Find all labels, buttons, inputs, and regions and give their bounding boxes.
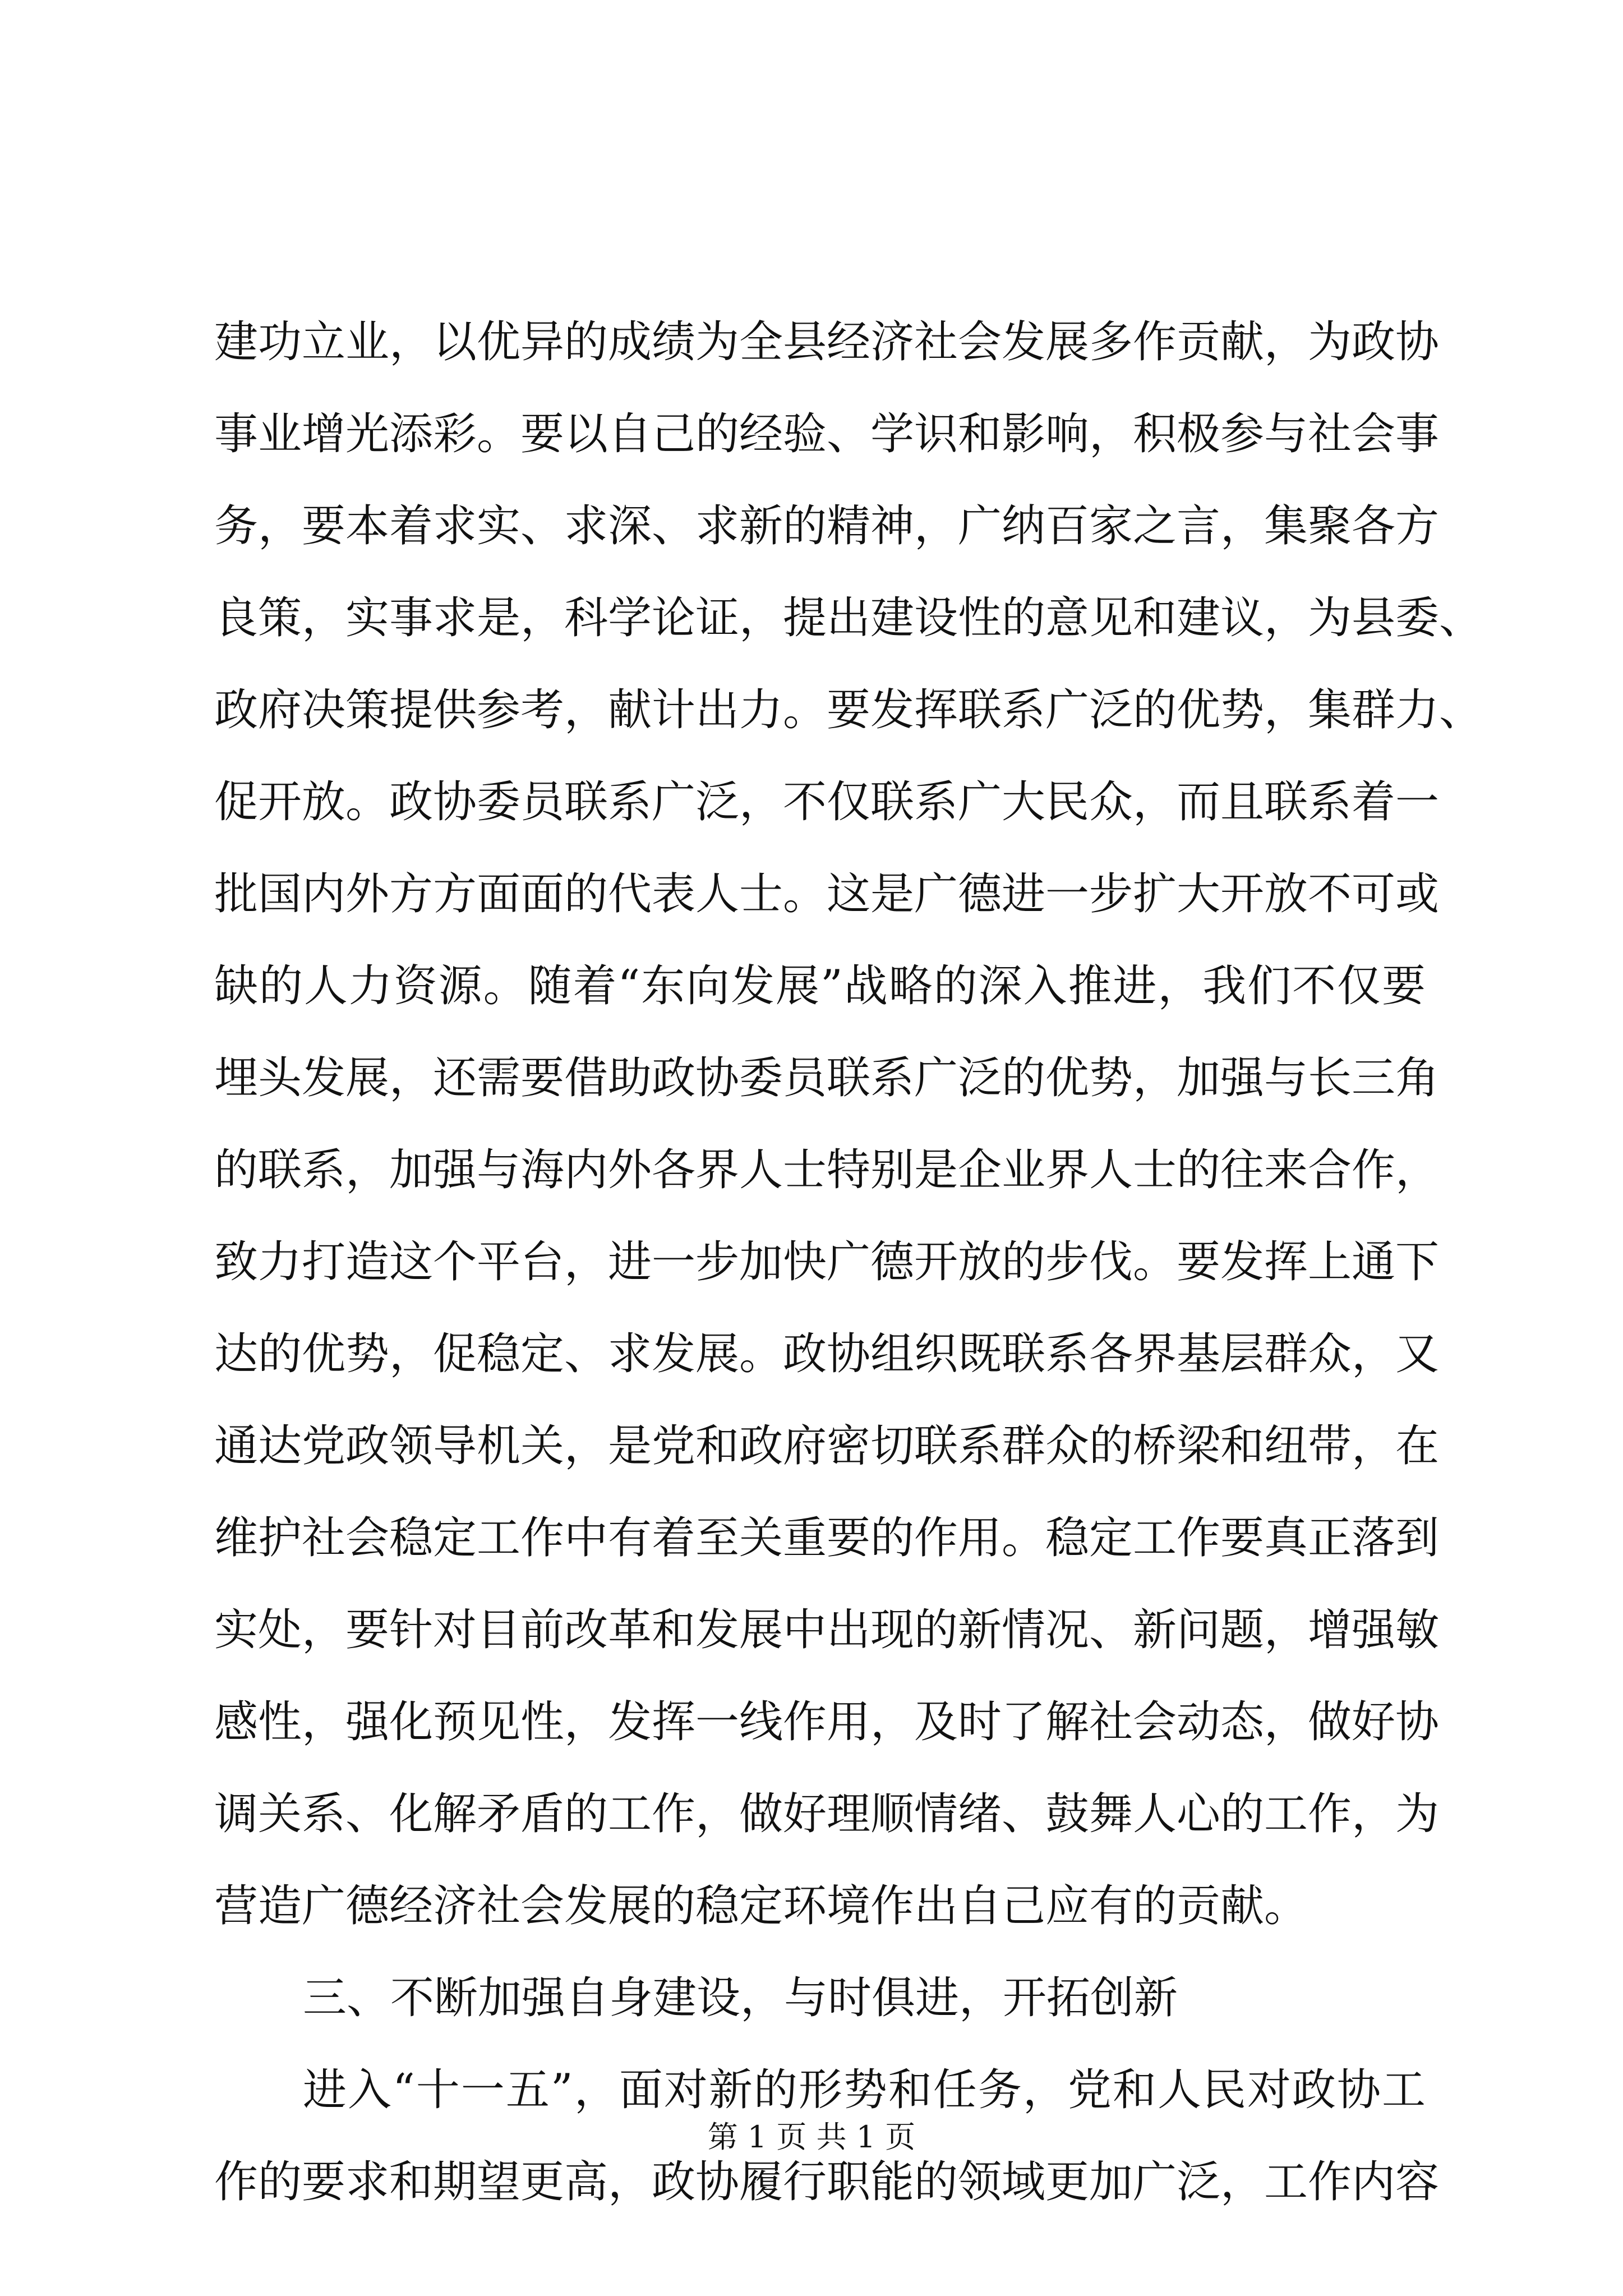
body-line-13: 通达党政领导机关，是党和政府密切联系群众的桥梁和纽带，在	[214, 1421, 1440, 1471]
body-line-21: 作的要求和期望更高，政协履行职能的领域更加广泛，工作内容	[214, 2157, 1440, 2207]
body-line-16: 感性，强化预见性，发挥一线作用，及时了解社会动态，做好协	[214, 1697, 1440, 1747]
body-line-8: 缺的人力资源。随着“东向发展”战略的深入推进，我们不仅要	[214, 961, 1426, 1011]
document-body	[214, 296, 1483, 2228]
body-line-14: 维护社会稳定工作中有着至关重要的作用。稳定工作要真正落到	[214, 1513, 1440, 1563]
body-line-4: 良策，实事求是，科学论证，提出建设性的意见和建议，为县委、	[214, 593, 1483, 643]
body-line-3: 务，要本着求实、求深、求新的精神，广纳百家之言，集聚各方	[214, 501, 1440, 551]
body-line-1: 建功立业，以优异的成绩为全县经济社会发展多作贡献，为政协	[214, 317, 1440, 367]
section-heading: 三、不断加强自身建设，与时俱进，开拓创新	[303, 1973, 1178, 2023]
body-line-6: 促开放。政协委员联系广泛，不仅联系广大民众，而且联系着一	[214, 777, 1440, 827]
body-line-18: 营造广德经济社会发展的稳定环境作出自己应有的贡献。	[214, 1881, 1308, 1931]
body-line-5: 政府决策提供参考，献计出力。要发挥联系广泛的优势，集群力、	[214, 685, 1483, 735]
body-line-17: 调关系、化解矛盾的工作，做好理顺情绪、鼓舞人心的工作，为	[214, 1789, 1440, 1839]
body-line-2: 事业增光添彩。要以自己的经验、学识和影响，积极参与社会事	[214, 409, 1440, 459]
body-line-20: 进入“十一五”，面对新的形势和任务，党和人民对政协工	[303, 2065, 1426, 2115]
body-line-7: 批国内外方方面面的代表人士。这是广德进一步扩大开放不可或	[214, 869, 1440, 919]
body-line-12: 达的优势，促稳定、求发展。政协组织既联系各界基层群众，又	[214, 1329, 1440, 1379]
page-footer: 第 1 页 共 1 页	[707, 2119, 916, 2155]
body-line-10: 的联系，加强与海内外各界人士特别是企业界人士的往来合作，	[214, 1145, 1440, 1195]
body-line-15: 实处，要针对目前改革和发展中出现的新情况、新问题，增强敏	[214, 1605, 1440, 1655]
body-line-9: 埋头发展，还需要借助政协委员联系广泛的优势，加强与长三角	[214, 1053, 1440, 1103]
body-line-11: 致力打造这个平台，进一步加快广德开放的步伐。要发挥上通下	[214, 1237, 1440, 1287]
